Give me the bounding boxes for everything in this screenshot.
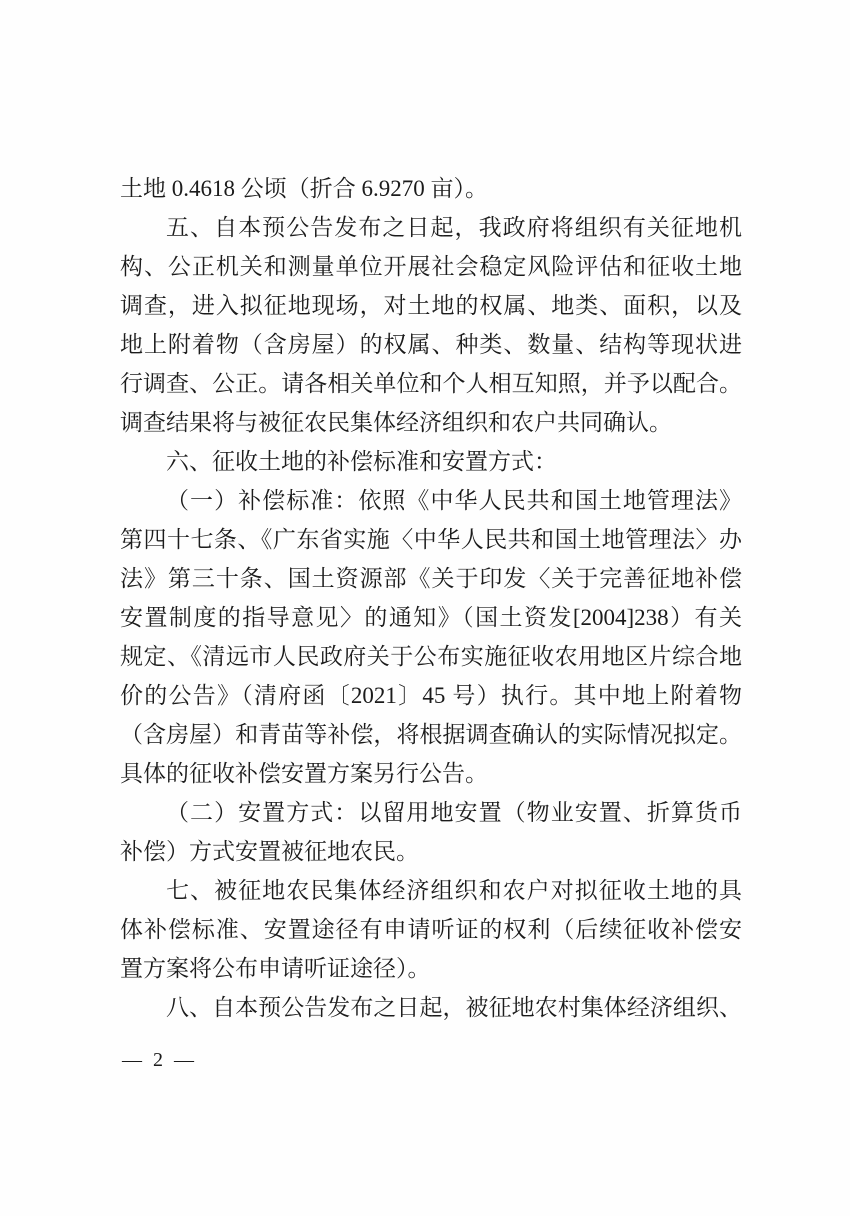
paragraph-section-8 [120,988,742,1027]
text-line: 八、自本预公告发布之日起，被征地农村集体经济组织、 [166,995,742,1020]
paragraph-section-5 [120,208,742,442]
text-line: （一）补偿标准：依照《中华人民共和国土地管理法》 [166,488,742,513]
text-line: （二）安置方式：以留用地安置（物业安置、折算货币 [166,800,742,825]
text-line: 土地 0.4618 公顷（折合 6.9270 亩）。 [120,176,488,201]
text-line: 置方案将公布申请听证途径）。 [120,956,431,981]
text-line: 地上附着物（含房屋）的权属、种类、数量、结构等现状进 [120,332,742,357]
text-line: 安置制度的指导意见〉的通知》（国土资发[2004]238）有关 [120,605,742,630]
text-line: 具体的征收补偿安置方案另行公告。 [120,761,488,786]
text-line: 五、自本预公告发布之日起，我政府将组织有关征地机 [166,215,742,240]
text-line: 体补偿标准、安置途径有申请听证的权利（后续征收补偿安 [120,917,742,942]
paragraph-continued [120,169,742,208]
text-line: 七、被征地农民集体经济组织和农户对拟征收土地的具 [166,878,742,903]
paragraph-compensation-standard [120,481,742,793]
text-line: 规定、《清远市人民政府关于公布实施征收农用地区片综合地 [120,644,742,669]
text-line: 构、公正机关和测量单位开展社会稳定风险评估和征收土地 [120,254,742,279]
text-line: 补偿）方式安置被征地农民。 [120,839,419,864]
text-line: （含房屋）和青苗等补偿，将根据调查确认的实际情况拟定。 [120,722,742,747]
page-number: — 2 — [122,1049,197,1071]
paragraph-section-7 [120,871,742,988]
text-line: 价的公告》（清府函〔2021〕45 号）执行。其中地上附着物 [120,683,742,708]
text-line: 调查，进入拟征地现场，对土地的权属、地类、面积，以及 [120,293,742,318]
paragraph-resettlement-method [120,793,742,871]
text-line: 第四十七条、《广东省实施〈中华人民共和国土地管理法〉办 [120,527,742,552]
text-line: 调查结果将与被征农民集体经济组织和农户共同确认。 [120,410,672,435]
text-line: 行调查、公正。请各相关单位和个人相互知照，并予以配合。 [120,371,742,396]
paragraph-section-6 [120,442,742,481]
text-line: 法》第三十条、国土资源部《关于印发〈关于完善征地补偿 [120,566,742,591]
document-body [120,169,742,1027]
text-line: 六、征收土地的补偿标准和安置方式： [166,449,557,474]
